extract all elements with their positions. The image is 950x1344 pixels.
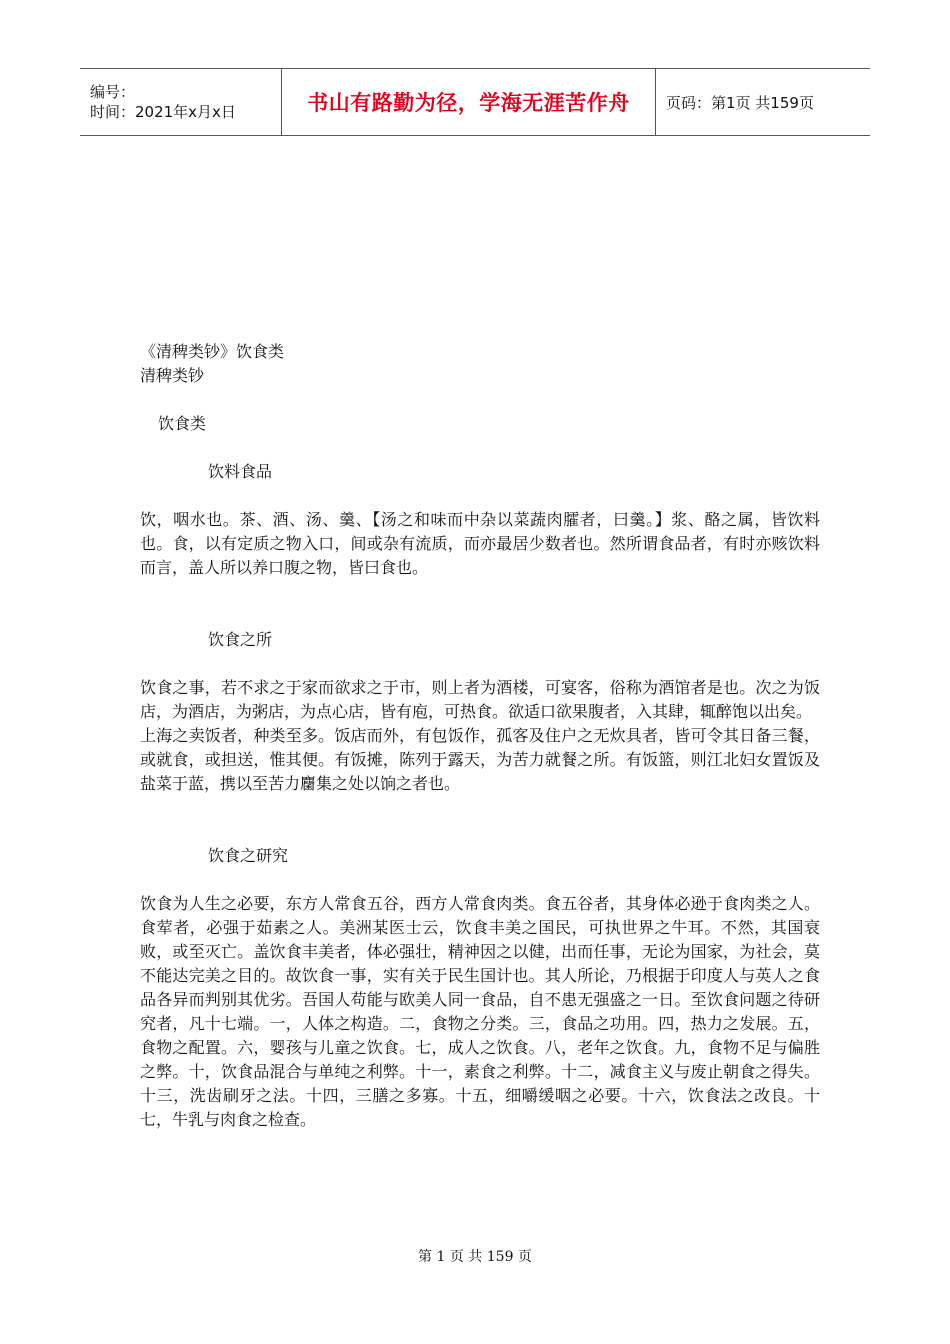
section-heading: 饮食之研究 — [208, 846, 289, 865]
document-number-label: 编号： — [90, 83, 136, 101]
header-motto-cell — [282, 69, 656, 135]
header-page-label: 页码：第1页 共159页 — [666, 93, 814, 112]
section-heading: 饮食之所 — [208, 630, 273, 649]
document-date-label: 时间：2021年x月x日 — [90, 103, 236, 121]
page-footer: 第 1 页 共 159 页 — [418, 1249, 532, 1265]
document-title: 《清稗类钞》饮食类 — [140, 342, 285, 361]
document-body — [140, 340, 820, 1132]
section-paragraph: 饮，咽水也。茶、酒、汤、羹、【汤之和味而中杂以菜蔬肉臛者，曰羹。】浆、酪之属，皆饮料也。食，以有定质之物入口，间或杂有流质，而亦最居少数者也。然所谓食品者，有时亦赅饮料而言，盖人所以养口腹之物，皆曰食也。 — [140, 510, 820, 577]
section-paragraph: 饮食之事，若不求之于家而欲求之于市，则上者为酒楼，可宴客，俗称为酒馆者是也。次之为饭店，为酒店，为粥店，为点心店，皆有庖，可热食。欲适口欲果腹者，入其肆，辄醉饱以出矣。 — [140, 678, 820, 721]
document-header — [80, 68, 870, 136]
header-page-cell — [656, 69, 870, 135]
header-meta — [80, 69, 282, 135]
section-paragraph: 上海之卖饭者，种类至多。饭店而外，有包饭作，孤客及住户之无炊具者，皆可令其日备三餐，或就食，或担送，惟其便。有饭摊，陈列于露天，为苦力就餐之所。有饭篮，则江北妇女置饭及盐菜于蓝，携以至苦力麕集之处以饷之者也。 — [140, 726, 820, 793]
document-subtitle: 清稗类钞 — [140, 366, 205, 385]
section-heading: 饮料食品 — [208, 462, 273, 481]
header-motto: 书山有路勤为径，学海无涯苦作舟 — [307, 91, 630, 115]
category-heading: 饮食类 — [158, 414, 207, 433]
section-paragraph: 饮食为人生之必要，东方人常食五谷，西方人常食肉类。食五谷者，其身体必逊于食肉类之人。食荤者，必强于茹素之人。美洲某医士云，饮食丰美之国民，可执世界之牛耳。不然，其国衰败，或至灭亡。盖饮食丰美者，体必强壮，精神因之以健，出而任事，无论为国家，为社会，莫不能达完美之目的。故饮食一事，实有关于民生国计也。其人所论，乃根据于印度人与英人之食品各异而判别其优劣。吾国人苟能与欧美人同一食品，自不患无强盛之一日。至饮食问题之待研究者，凡十七端。一，人体之构造。二，食物之分类。三，食品之功用。四，热力之发展。五，食物之配置。六，婴孩与儿童之饮食。七，成人之饮食。八，老年之饮食。九，食物不足与偏胜之弊。十，饮食品混合与单纯之利弊。十一，素食之利弊。十二，减食主义与废止朝食之得失。十三，洗齿刷牙之法。十四，三膳之多寡。十五，细嚼缓咽之必要。十六，饮食法之改良。十七，牛乳与肉食之检查。 — [140, 894, 820, 1129]
